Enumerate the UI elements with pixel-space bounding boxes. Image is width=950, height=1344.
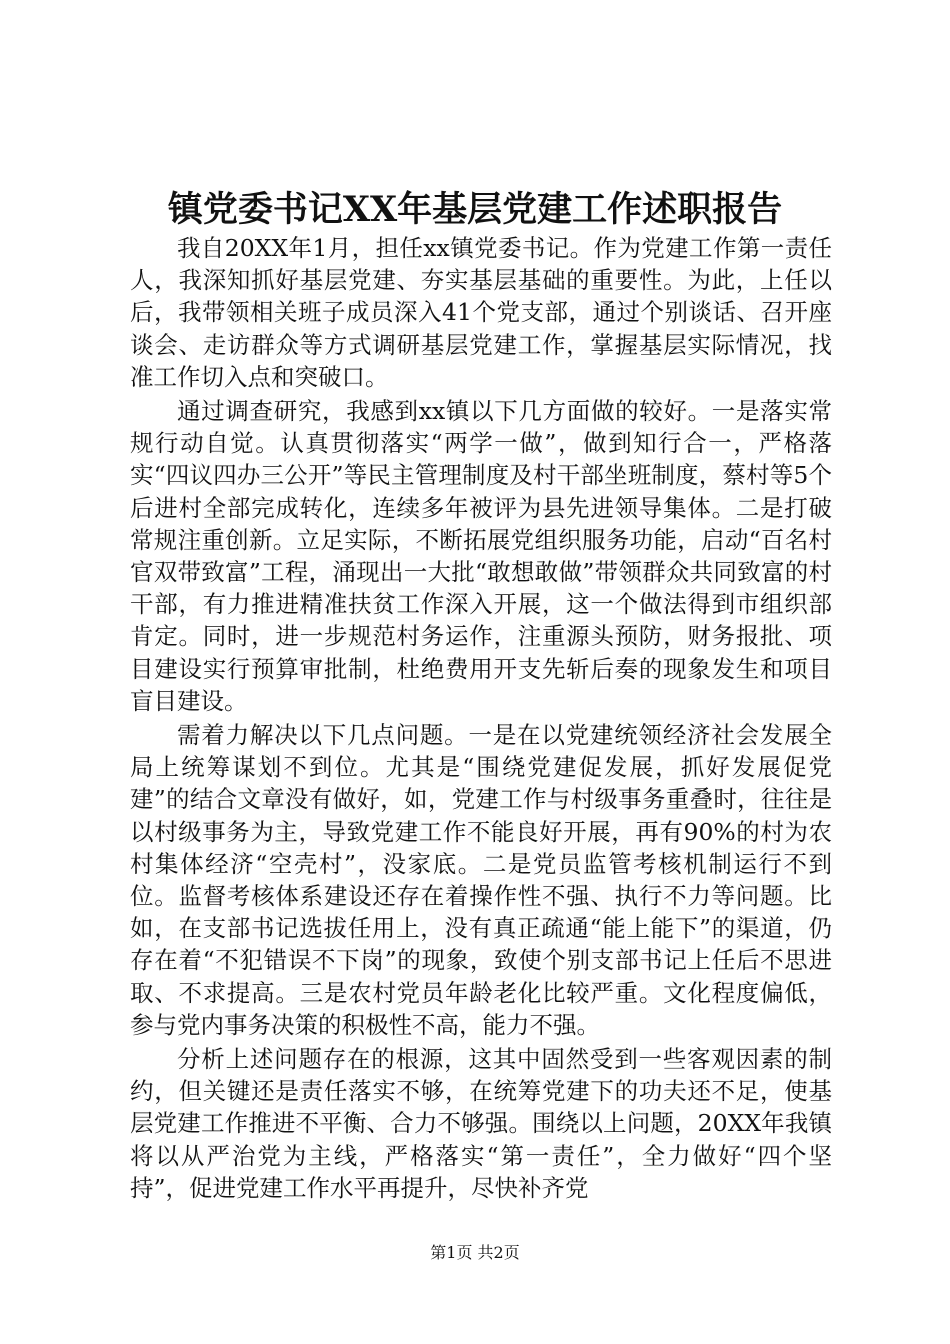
paragraph-2: 通过调查研究，我感到xx镇以下几方面做的较好。一是落实常规行动自觉。认真贯彻落实“两学一做”，做到知行合一，严格落实“四议四办三公开”等民主管理制度及村干部坐班制度，蔡村等5个后进村全部完成转化，连续多年被评为县先进领导集体。二是打破常规注重创新。立足实际，不断拓展党组织服务功能，启动“百名村官双带致富”工程，涌现出一大批“敢想敢做”带领群众共同致富的村干部，有力推进精准扶贫工作深入开展，这一个做法得到市组织部肯定。同时，进一步规范村务运作，注重源头预防，财务报批、项目建设实行预算审批制，杜绝费用开支先斩后奏的现象发生和项目盲目建设。: [130, 397, 832, 715]
paragraph-1: 我自20XX年1月，担任xx镇党委书记。作为党建工作第一责任人，我深知抓好基层党建、夯实基层基础的重要性。为此，上任以后，我带领相关班子成员深入41个党支部，通过个别谈话、召开座谈会、走访群众等方式调研基层党建工作，掌握基层实际情况，找准工作切入点和突破口。: [130, 234, 832, 391]
document-body: [130, 232, 832, 1206]
page-number-footer: 第1页 共2页: [430, 1243, 520, 1262]
paragraph-4: 分析上述问题存在的根源，这其中固然受到一些客观因素的制约，但关键还是责任落实不够，在统筹党建下的功夫还不足，使基层党建工作推进不平衡、合力不够强。围绕以上问题，20XX年我镇将以从严治党为主线，严格落实“第一责任”，全力做好“四个坚持”，促进党建工作水平再提升，尽快补齐党: [130, 1045, 832, 1202]
paragraph-3: 需着力解决以下几点问题。一是在以党建统领经济社会发展全局上统筹谋划不到位。尤其是“围绕党建促发展，抓好发展促党建”的结合文章没有做好，如，党建工作与村级事务重叠时，往往是以村级事务为主，导致党建工作不能良好开展，再有90%的村为农村集体经济“空壳村”，没家底。二是党员监管考核机制运行不到位。监督考核体系建设还存在着操作性不强、执行不力等问题。比如，在支部书记选拔任用上，没有真正疏通“能上能下”的渠道，仍存在着“不犯错误不下岗”的现象，致使个别支部书记上任后不思进取、不求提高。三是农村党员年龄老化比较严重。文化程度偏低，参与党内事务决策的积极性不高，能力不强。: [130, 721, 832, 1039]
document-title: 镇党委书记XX年基层党建工作述职报告: [167, 189, 783, 230]
